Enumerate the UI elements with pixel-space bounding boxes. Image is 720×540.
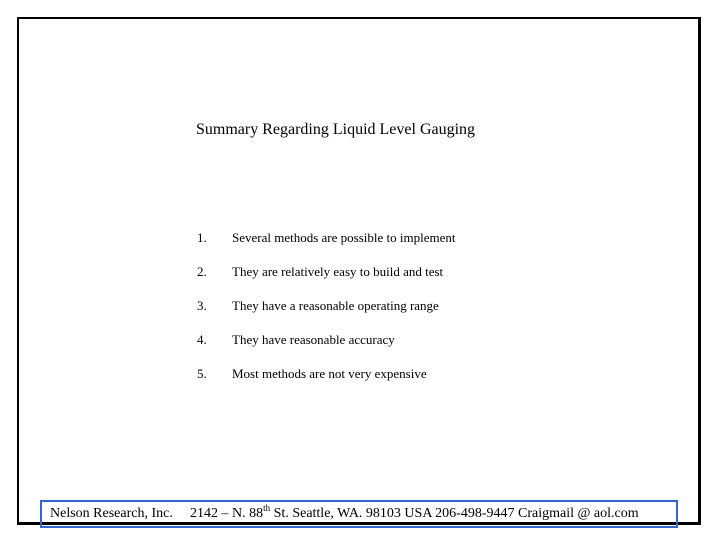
ordinal-suffix: th: [263, 503, 271, 513]
footer-company: Nelson Research, Inc.: [50, 506, 173, 521]
list-item-text: They have reasonable accuracy: [232, 332, 395, 347]
list-item-number: 5.: [197, 366, 207, 381]
list-item-number: 4.: [197, 332, 207, 347]
list-item-text: They are relatively easy to build and test: [232, 264, 444, 279]
slide-title: Summary Regarding Liquid Level Gauging: [196, 121, 476, 138]
address-suffix: St. Seattle, WA. 98103 USA 206-498-9447 Craigmail @ aol.com: [270, 506, 639, 521]
list-item-number: 3.: [197, 298, 207, 313]
footer-contact: [190, 502, 639, 526]
list-item-number: 1.: [197, 230, 207, 245]
list-item-text: They have a reasonable operating range: [232, 298, 439, 313]
list-item-text: Several methods are possible to implement: [232, 230, 456, 245]
list-item-number: 2.: [197, 264, 207, 279]
address-prefix: 2142 – N. 88: [190, 506, 264, 521]
footer-bar: [40, 500, 678, 528]
list-item-text: Most methods are not very expensive: [232, 366, 427, 381]
